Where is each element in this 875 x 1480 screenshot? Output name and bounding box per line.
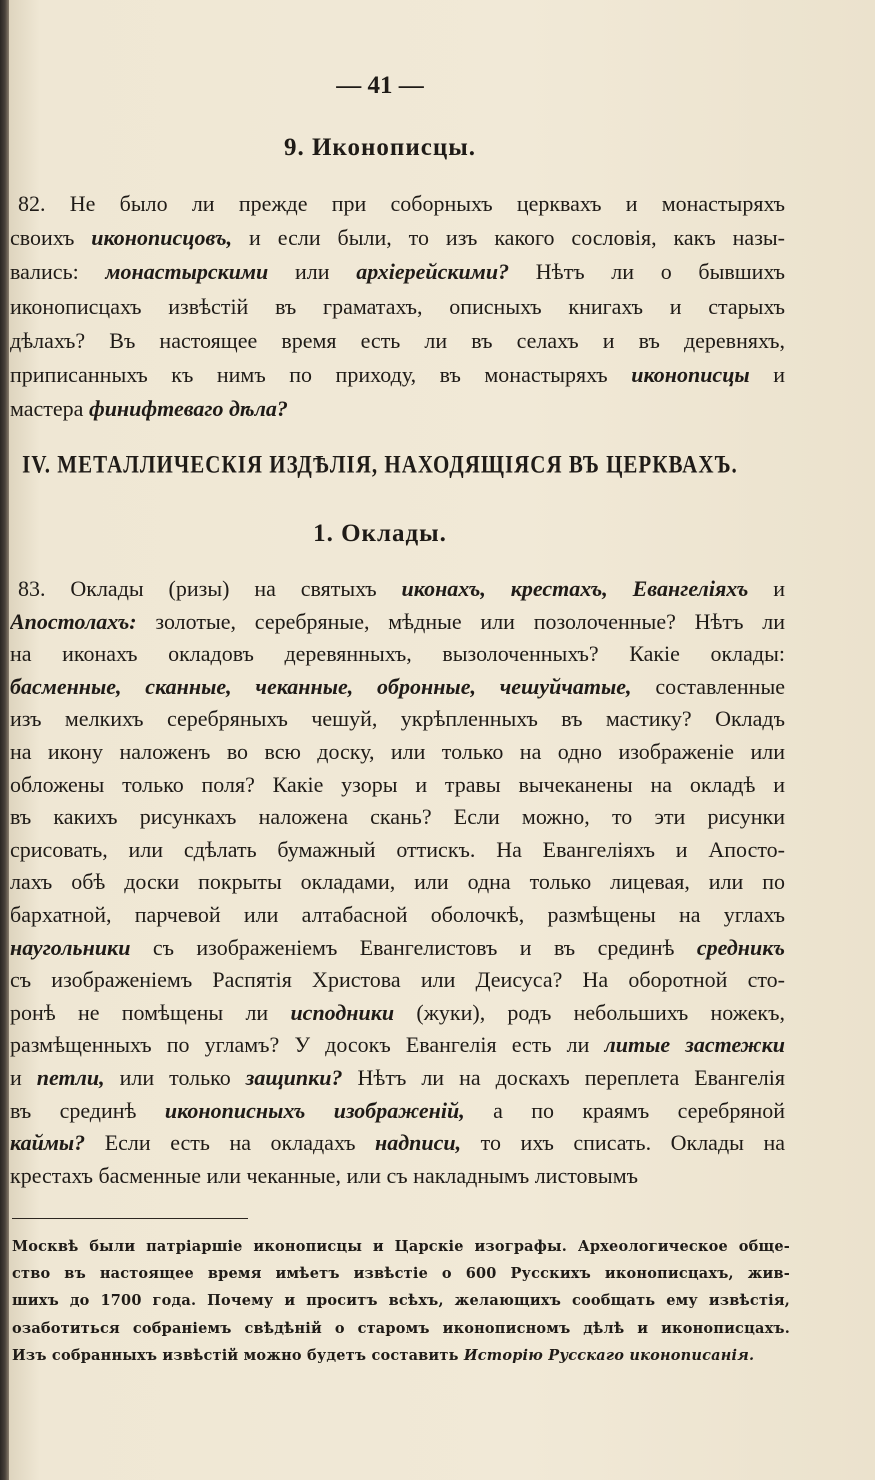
italic-text: надписи, <box>375 1130 462 1156</box>
footnote-divider <box>12 1218 248 1219</box>
text-run: приписанныхъ къ нимъ по приходу, въ монастыряхъ <box>10 362 632 387</box>
footnote-line <box>12 1290 790 1314</box>
text-run: или <box>268 259 357 285</box>
text-run: и если были, то изъ какого сословія, какъ назы- <box>232 225 785 251</box>
section-1-title: 1. Оклады. <box>313 520 447 547</box>
text-run: или только <box>104 1065 246 1090</box>
para83-line <box>18 574 785 606</box>
para83-line <box>10 802 785 834</box>
text-run: мастера <box>10 396 89 422</box>
italic-text: Исторію Русскаго иконописанія. <box>463 1346 755 1364</box>
text-run: въ срединѣ <box>10 1097 165 1123</box>
italic-text: наугольники <box>10 934 131 960</box>
text-run: Нѣтъ ли о бывшихъ <box>509 259 785 285</box>
italic-text: литые застежки <box>604 1032 785 1058</box>
text-run: то ихъ списать. Оклады на <box>461 1130 785 1156</box>
italic-text: исподники <box>290 999 395 1025</box>
italic-text: каймы? <box>10 1130 86 1156</box>
text-run: Нѣтъ ли на доскахъ переплета Евангелія <box>342 1065 785 1090</box>
text-run: а по краямъ серебряной <box>464 1097 785 1123</box>
para82-line <box>10 292 785 324</box>
section-iv-title: IV. МЕТАЛЛИЧЕСКІЯ ИЗДѢЛІЯ, НАХОДЯЩІЯСЯ ВЪ ЦЕРКВАХЪ. <box>22 449 738 479</box>
footnote-line <box>12 1263 790 1287</box>
footnote-line <box>12 1345 790 1369</box>
para83-line <box>10 900 785 932</box>
italic-text: иконахъ, крестахъ, Евангеліяхъ <box>401 576 749 601</box>
text-run: бархатной, парчевой или алтабасной оболочкѣ, размѣщены на углахъ <box>10 902 785 927</box>
text-run: срисовать, или сдѣлать бумажный оттискъ. На Евангеліяхъ и Апосто- <box>10 836 785 862</box>
text-run: вались: <box>10 259 106 285</box>
text-run: съ изображеніемъ Евангелистовъ и въ срединѣ <box>130 934 697 960</box>
para83-line <box>10 965 785 997</box>
text-run: обложены только поля? Какіе узоры и травы вычеканены на окладѣ и <box>10 771 785 797</box>
para83-line <box>10 639 785 671</box>
footnote-line <box>12 1318 790 1342</box>
para83-line <box>10 835 785 867</box>
italic-text: архіерейскими? <box>356 259 510 285</box>
italic-text: Апостолахъ: <box>10 608 137 634</box>
text-run: Москвѣ были патріаршіе иконописцы и Царскіе изографы. Археологическое обще- <box>12 1238 790 1255</box>
text-run: съ изображеніемъ Распятія Христова или Деисуса? На оборотной сто- <box>10 967 785 993</box>
para83-line <box>10 737 785 769</box>
para83-line <box>10 867 785 899</box>
italic-text: монастырскими <box>105 259 269 285</box>
para82-line <box>10 223 785 255</box>
text-run: дѣлахъ? Въ настоящее время есть ли въ селахъ и въ деревняхъ, <box>10 327 785 353</box>
para82-line <box>10 394 785 426</box>
italic-text: петли, <box>36 1065 105 1090</box>
para83-line <box>10 770 785 802</box>
text-run: на иконахъ окладовъ деревянныхъ, вызолоченныхъ? Какіе оклады: <box>10 641 785 667</box>
text-run: 83. Оклады (ризы) на святыхъ <box>18 576 402 601</box>
para83-line <box>10 998 785 1030</box>
text-run: крестахъ басменные или чеканные, или съ накладнымъ листовымъ <box>10 1162 639 1188</box>
italic-text: финифтеваго дѣла? <box>88 396 288 422</box>
para83-line <box>10 1161 785 1193</box>
page-number: — 41 — <box>336 72 424 99</box>
para83-line <box>10 1096 785 1128</box>
text-run: и <box>748 576 785 601</box>
para82-line <box>10 257 785 289</box>
text-run: лахъ обѣ доски покрыты окладами, или одна только лицевая, или по <box>10 869 785 895</box>
section-9-title: 9. Иконописцы. <box>283 134 476 161</box>
footnote-line <box>12 1236 790 1260</box>
text-run: въ какихъ рисункахъ наложена скань? Если можно, то эти рисунки <box>10 804 785 830</box>
italic-text: средникъ <box>696 934 785 960</box>
para83-line <box>10 672 785 704</box>
text-run: и <box>749 362 785 387</box>
text-run: озаботиться собраніемъ свѣдѣній о старомъ иконописномъ дѣлѣ и иконописцахъ. <box>12 1319 790 1337</box>
text-run: ронѣ не помѣщены ли <box>10 999 291 1025</box>
para83-line <box>10 1128 785 1160</box>
para83-line <box>10 704 785 736</box>
para83-line <box>10 607 785 639</box>
text-run: составленные <box>631 673 785 699</box>
book-binding-edge <box>0 0 9 1480</box>
italic-text: иконописцы <box>631 362 750 387</box>
italic-text: иконописныхъ изображеній, <box>164 1097 465 1123</box>
italic-text: иконописцовъ, <box>91 225 233 251</box>
italic-text: басменные, сканные, чеканные, обронные, чешуйчатые, <box>10 673 632 699</box>
para83-line <box>10 1030 785 1062</box>
para82-line <box>18 189 785 221</box>
para83-line <box>10 933 785 965</box>
para82-line <box>10 326 785 358</box>
text-run: и <box>10 1065 37 1090</box>
text-run: на икону наложенъ во всю доску, или только на одно изображеніе или <box>10 739 785 764</box>
text-run: ство въ настоящее время имѣетъ извѣстіе о 600 Русскихъ иконописцахъ, жив- <box>12 1265 790 1283</box>
italic-text: защипки? <box>245 1065 343 1090</box>
text-run: шихъ до 1700 года. Почему и проситъ всѣхъ, желающихъ сообщать ему извѣстія, <box>12 1292 790 1310</box>
text-run: изъ мелкихъ серебряныхъ чешуй, укрѣпленныхъ въ мастику? Окладъ <box>10 706 785 732</box>
text-run: 82. Не было ли прежде при соборныхъ церквахъ и монастыряхъ <box>18 191 785 216</box>
text-run: золотые, серебряные, мѣдные или позолоченные? Нѣтъ ли <box>136 608 785 634</box>
text-run: иконописцахъ извѣстій въ граматахъ, описныхъ книгахъ и старыхъ <box>10 293 785 319</box>
text-run: размѣщенныхъ по угламъ? У досокъ Евангелія есть ли <box>10 1032 605 1058</box>
text-run: Изъ собранныхъ извѣстій можно будетъ составить <box>12 1346 464 1364</box>
para83-line <box>10 1063 785 1095</box>
text-run: своихъ <box>10 225 92 251</box>
text-run: (жуки), родъ небольшихъ ножекъ, <box>394 999 785 1025</box>
para82-line <box>10 360 785 392</box>
text-run: Если есть на окладахъ <box>85 1130 376 1156</box>
